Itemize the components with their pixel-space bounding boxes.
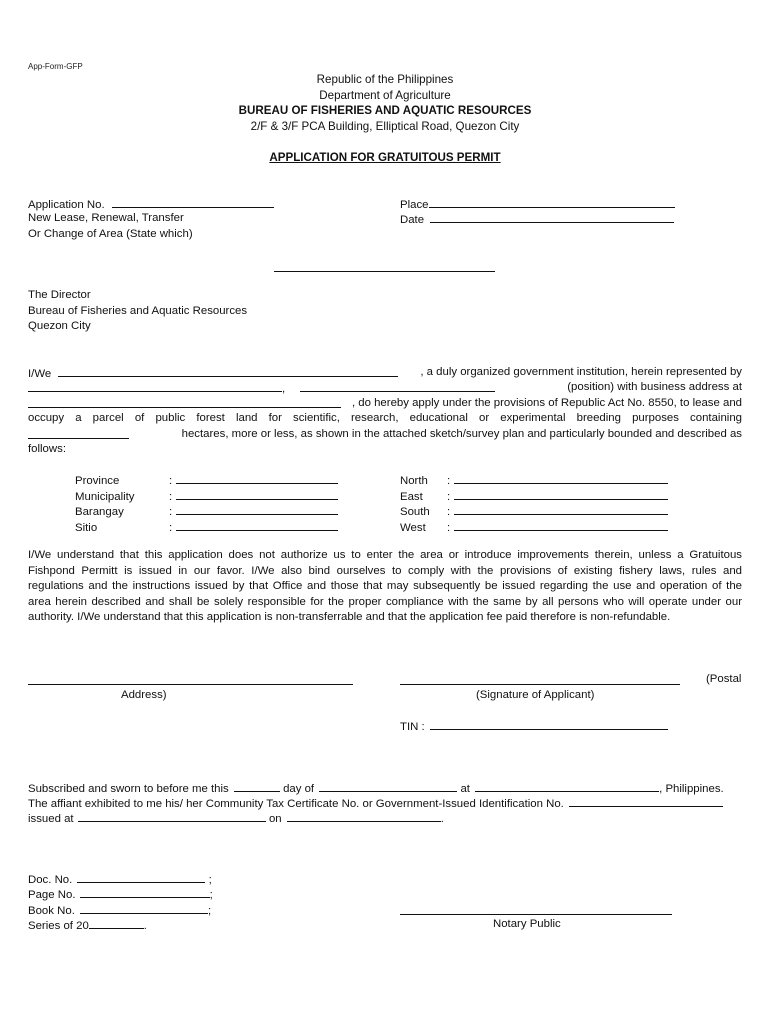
south-blank[interactable]	[454, 503, 668, 515]
oath-on-text: on	[268, 813, 282, 825]
place-label: Place	[400, 199, 429, 211]
postal-label-part1: (Postal	[706, 673, 742, 685]
location-right-column	[400, 472, 668, 534]
east-sep: :	[447, 490, 451, 503]
body1-l4-text: occupy a parcel of public forest land for scientific, research, educational or experimental breeding purposes containing	[28, 412, 742, 424]
undertaking-line3: regulations and the instructions issued by that Office and those that may subsequently be issued regarding the use and operation of the	[28, 580, 742, 593]
representative-name-blank[interactable]	[28, 380, 282, 392]
date-field[interactable]	[400, 211, 674, 229]
tin-blank[interactable]	[430, 718, 668, 730]
municipality-row[interactable]	[75, 488, 338, 504]
north-label: North	[400, 475, 428, 487]
south-label: South	[400, 506, 430, 518]
municipality-blank[interactable]	[176, 488, 338, 500]
oath-day-blank[interactable]	[234, 780, 280, 792]
location-left-column	[75, 472, 338, 534]
header-department: Department of Agriculture	[319, 89, 451, 102]
barangay-row[interactable]	[75, 503, 338, 519]
undertaking-line2: Fishpond Permitt is issued in our favor. I/We also bind ourselves to comply with the provisions of existing fishery laws, rules and	[28, 564, 742, 577]
application-no-blank[interactable]	[112, 196, 274, 208]
oath-philippines-text: , Philippines.	[659, 783, 724, 795]
form-title: APPLICATION FOR GRATUITOUS PERMIT	[269, 151, 501, 164]
south-sep: :	[447, 506, 451, 518]
province-blank[interactable]	[176, 472, 338, 484]
we-label: I/We	[28, 368, 52, 380]
body1-l1-text: , a duly organized government institution, herein represented by	[420, 366, 742, 378]
province-label: Province	[75, 475, 120, 487]
lease-type-answer-line[interactable]	[274, 271, 495, 272]
page-no-blank[interactable]	[80, 886, 210, 898]
oath-place-blank[interactable]	[475, 780, 659, 792]
west-row[interactable]	[400, 519, 668, 535]
oath-issued-date-blank[interactable]	[287, 810, 441, 822]
doc-no-semicolon: ;	[208, 874, 212, 886]
body1-line5	[28, 427, 742, 445]
barangay-sep: :	[169, 506, 173, 518]
signature-label: (Signature of Applicant)	[476, 689, 595, 701]
date-label: Date	[400, 214, 425, 226]
postal-address-line[interactable]	[28, 684, 353, 685]
body1-l2-text: (position) with business address at	[567, 381, 742, 393]
undertaking-line4: area herein described and shall be solely responsible for the proper compliance with the same by all persons who will operate under our	[28, 595, 742, 608]
north-sep: :	[447, 475, 451, 487]
province-row[interactable]	[75, 472, 338, 488]
sitio-row[interactable]	[75, 519, 338, 535]
application-no-label: Application No.	[28, 199, 105, 211]
book-no-semicolon: ;	[208, 905, 212, 917]
undertaking-line1: I/We understand that this application does not authorize us to enter the area or introduce improvements therein, unless a Gratuitous	[28, 549, 742, 561]
header-bureau: BUREAU OF FISHERIES AND AQUATIC RESOURCES	[238, 104, 532, 117]
form-code: App-Form-GFP	[28, 62, 83, 71]
barangay-blank[interactable]	[176, 503, 338, 515]
oath-at-text: at	[460, 783, 470, 795]
sitio-label: Sitio	[75, 521, 98, 534]
east-blank[interactable]	[454, 488, 668, 500]
sitio-sep: :	[169, 521, 173, 534]
oath-issued-at-text: issued at	[28, 813, 74, 825]
body1-line2	[28, 380, 742, 398]
body1-l3-text: , do hereby apply under the provisions of Republic Act No. 8550, to lease and	[351, 397, 742, 409]
date-blank[interactable]	[430, 211, 674, 223]
header-republic: Republic of the Philippines	[316, 73, 454, 86]
page-no-field[interactable]	[28, 886, 213, 904]
position-blank[interactable]	[300, 380, 495, 392]
institution-name-blank[interactable]	[58, 365, 398, 377]
postal-label-part2: Address)	[121, 689, 167, 701]
east-label: East	[400, 490, 423, 503]
book-no-label: Book No.	[28, 905, 75, 917]
doc-no-blank[interactable]	[77, 871, 205, 883]
book-no-blank[interactable]	[80, 902, 208, 914]
body1-line6: follows:	[28, 443, 66, 455]
oath-ctc-text: The affiant exhibited to me his/ her Community Tax Certificate No. or Government-Issued Identification No.	[28, 798, 564, 810]
tin-field[interactable]	[400, 718, 668, 736]
oath-line3	[28, 810, 444, 828]
north-blank[interactable]	[454, 472, 668, 484]
addressee-bureau: Bureau of Fisheries and Aquatic Resources	[28, 305, 248, 317]
barangay-label: Barangay	[75, 506, 124, 518]
body1-l2-comma: ,	[282, 383, 286, 395]
signature-line[interactable]	[400, 684, 680, 685]
oath-subscribed-text: Subscribed and sworn to before me this	[28, 783, 229, 795]
lease-type-label-2: Or Change of Area (State which)	[28, 228, 193, 240]
series-label: Series of 20	[28, 920, 89, 932]
undertaking-paragraph	[28, 548, 742, 626]
hectares-blank[interactable]	[28, 427, 129, 439]
series-period: .	[143, 920, 147, 932]
tin-label: TIN :	[400, 721, 425, 733]
notary-public-label: Notary Public	[493, 918, 561, 930]
notary-signature-line[interactable]	[400, 914, 672, 915]
body1-line4	[28, 411, 742, 427]
west-blank[interactable]	[454, 519, 668, 531]
oath-month-blank[interactable]	[319, 780, 457, 792]
business-address-blank[interactable]	[28, 396, 341, 408]
page-no-semicolon: ;	[209, 889, 213, 901]
municipality-label: Municipality	[75, 490, 135, 503]
municipality-sep: :	[169, 490, 173, 503]
south-row[interactable]	[400, 503, 668, 519]
addressee-city: Quezon City	[28, 320, 91, 332]
series-field[interactable]	[28, 917, 147, 935]
place-blank[interactable]	[429, 196, 675, 208]
north-row[interactable]	[400, 472, 668, 488]
oath-period: .	[440, 813, 444, 825]
header-address: 2/F & 3/F PCA Building, Elliptical Road, Quezon City	[250, 120, 520, 133]
series-year-blank[interactable]	[89, 917, 144, 929]
addressee-title: The Director	[28, 289, 91, 301]
east-row[interactable]	[400, 488, 668, 504]
west-sep: :	[447, 521, 451, 534]
west-label: West	[400, 521, 426, 534]
doc-no-label: Doc. No.	[28, 874, 73, 886]
oath-id-blank[interactable]	[569, 795, 723, 807]
province-sep: :	[169, 475, 173, 487]
oath-dayof-text: day of	[283, 783, 315, 795]
body1-l5-text: hectares, more or less, as shown in the attached sketch/survey plan and particularly bounded and described as	[181, 428, 742, 440]
lease-type-label-1: New Lease, Renewal, Transfer	[28, 212, 184, 224]
undertaking-line5: authority. I/We understand that this application is non-transferrable and that the application fee paid therefore is non-refundable.	[28, 611, 671, 624]
oath-issued-place-blank[interactable]	[78, 810, 266, 822]
sitio-blank[interactable]	[176, 519, 338, 531]
page-no-label: Page No.	[28, 889, 76, 901]
